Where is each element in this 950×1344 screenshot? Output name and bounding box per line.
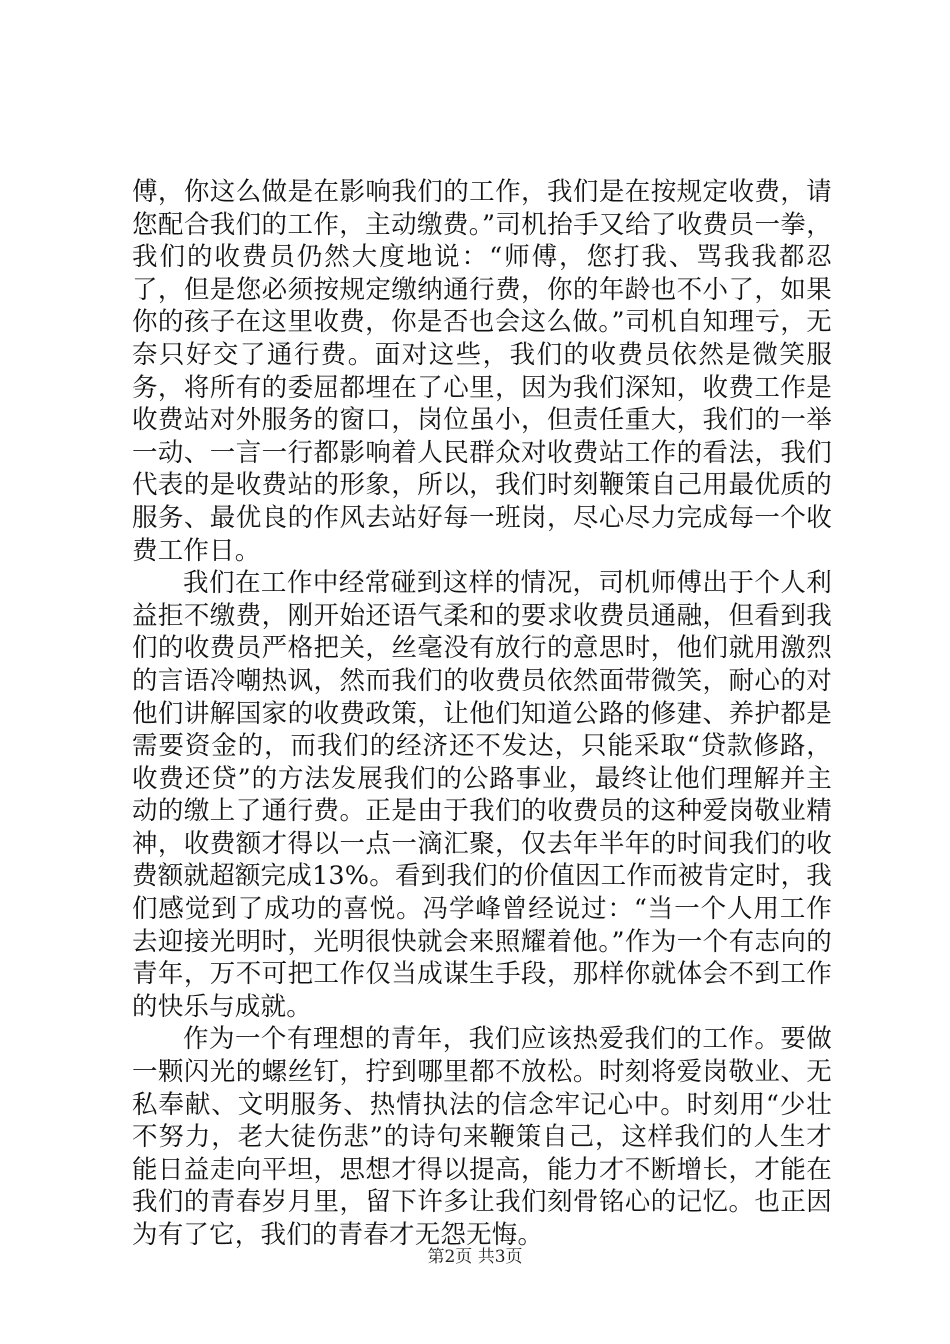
paragraph-continuation: 傅，你这么做是在影响我们的工作，我们是在按规定收费，请您配合我们的工作，主动缴费。”司机抬手又给了收费员一拳，我们的收费员仍然大度地说：“师傅，您打我、骂我我都忍了，但是您必须按规定缴纳通行费，你的年龄也不小了，如果你的孩子在这里收费，你是否也会这么做。”司机自知理亏，无奈只好交了通行费。面对这些，我们的收费员依然是微笑服务，将所有的委屈都埋在了心里，因为我们深知，收费工作是收费站对外服务的窗口，岗位虽小，但责任重大，我们的一举一动、一言一行都影响着人民群众对收费站工作的看法，我们代表的是收费站的形象，所以，我们时刻鞭策自己用最优质的服务、最优良的作风去站好每一班岗，尽心尽力完成每一个收费工作日。 — [132, 177, 832, 566]
document-body — [132, 176, 832, 1252]
paragraph-ideal-youth: 作为一个有理想的青年，我们应该热爱我们的工作。要做一颗闪光的螺丝钉，拧到哪里都不放松。时刻将爱岗敬业、无私奉献、文明服务、热情执法的信念牢记心中。时刻用“少壮不努力，老大徒伤悲”的诗句来鞭策自己，这样我们的人生才能日益走向平坦，思想才得以提高，能力才不断增长，才能在我们的青春岁月里，留下许多让我们刻骨铭心的记忆。也正因为有了它，我们的青春才无怨无悔。 — [132, 1024, 832, 1250]
paragraph-toll-situation: 我们在工作中经常碰到这样的情况，司机师傅出于个人利益拒不缴费，刚开始还语气柔和的要求收费员通融，但看到我们的收费员严格把关，丝毫没有放行的意思时，他们就用激烈的言语冷嘲热讽，然而我们的收费员依然面带微笑，耐心的对他们讲解国家的收费政策，让他们知道公路的修建、养护都是需要资金的，而我们的经济还不发达，只能采取“贷款修路，收费还贷”的方法发展我们的公路事业，最终让他们理解并主动的缴上了通行费。正是由于我们的收费员的这种爱岗敬业精神，收费额才得以一点一滴汇聚，仅去年半年的时间我们的收费额就超额完成13%。看到我们的价值因工作而被肯定时，我们感觉到了成功的喜悦。冯学峰曾经说过：“当一个人用工作去迎接光明时，光明很快就会来照耀着他。”作为一个有志向的青年，万不可把工作仅当成谋生手段，那样你就体会不到工作的快乐与成就。 — [132, 568, 832, 1022]
page-number-footer: 第2页 共3页 — [427, 1247, 523, 1267]
